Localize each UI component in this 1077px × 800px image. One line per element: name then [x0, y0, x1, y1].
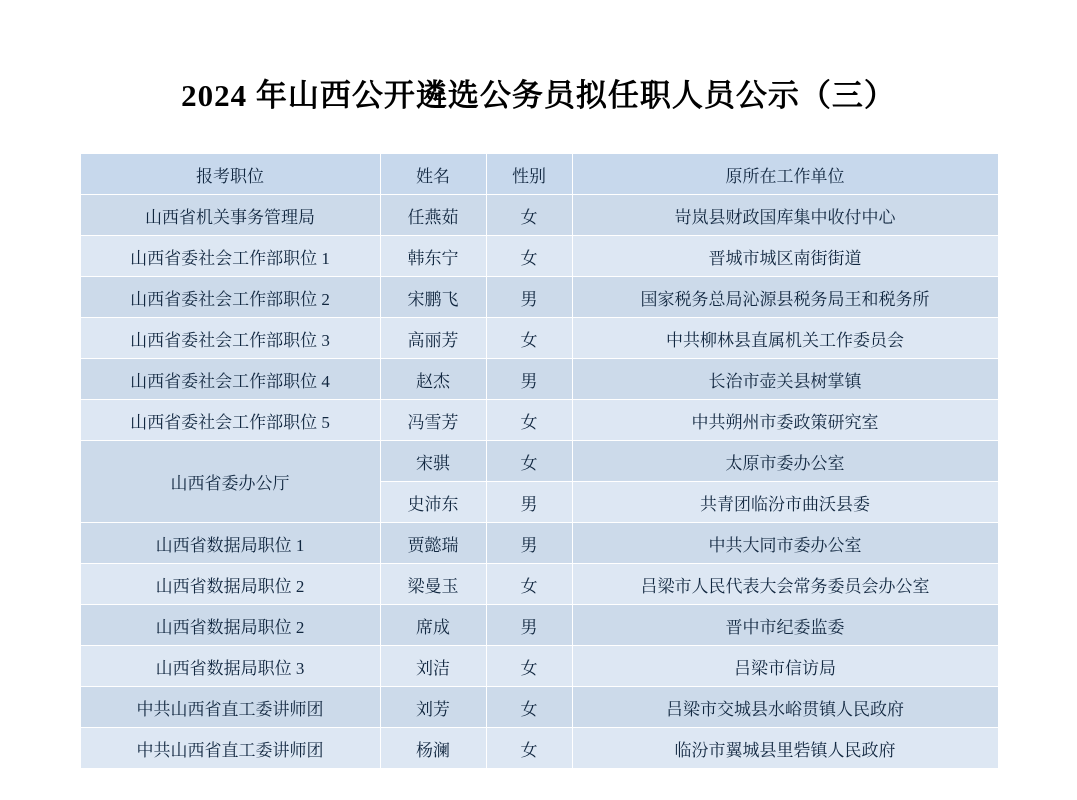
- cell-position: 山西省数据局职位 2: [80, 564, 380, 605]
- column-header-name: 姓名: [380, 154, 486, 195]
- cell-gender: 女: [486, 195, 572, 236]
- cell-unit: 吕梁市人民代表大会常务委员会办公室: [572, 564, 998, 605]
- cell-unit: 中共朔州市委政策研究室: [572, 400, 998, 441]
- table-header-row: [80, 154, 998, 195]
- cell-gender: 女: [486, 564, 572, 605]
- cell-position: 山西省委社会工作部职位 4: [80, 359, 380, 400]
- cell-position: 山西省委社会工作部职位 5: [80, 400, 380, 441]
- cell-position: 山西省委办公厅: [80, 441, 380, 523]
- cell-gender: 男: [486, 359, 572, 400]
- table-row: [80, 687, 998, 728]
- cell-gender: 女: [486, 318, 572, 359]
- cell-gender: 女: [486, 441, 572, 482]
- cell-unit: 吕梁市交城县水峪贯镇人民政府: [572, 687, 998, 728]
- table-header: [80, 154, 998, 195]
- cell-unit: 太原市委办公室: [572, 441, 998, 482]
- cell-unit: 共青团临汾市曲沃县委: [572, 482, 998, 523]
- column-header-position: 报考职位: [80, 154, 380, 195]
- table-row: [80, 277, 998, 318]
- table-row: [80, 523, 998, 564]
- cell-unit: 中共大同市委办公室: [572, 523, 998, 564]
- cell-name: 冯雪芳: [380, 400, 486, 441]
- cell-name: 席成: [380, 605, 486, 646]
- cell-gender: 男: [486, 605, 572, 646]
- table-row: [80, 359, 998, 400]
- cell-position: 山西省委社会工作部职位 1: [80, 236, 380, 277]
- cell-position: 中共山西省直工委讲师团: [80, 687, 380, 728]
- cell-gender: 男: [486, 277, 572, 318]
- cell-unit: 晋城市城区南街街道: [572, 236, 998, 277]
- cell-unit: 长治市壶关县树掌镇: [572, 359, 998, 400]
- cell-position: 山西省数据局职位 3: [80, 646, 380, 687]
- cell-unit: 岢岚县财政国库集中收付中心: [572, 195, 998, 236]
- cell-gender: 男: [486, 523, 572, 564]
- cell-name: 任燕茹: [380, 195, 486, 236]
- cell-unit: 国家税务总局沁源县税务局王和税务所: [572, 277, 998, 318]
- cell-unit: 中共柳林县直属机关工作委员会: [572, 318, 998, 359]
- table-row: [80, 400, 998, 441]
- cell-gender: 男: [486, 482, 572, 523]
- cell-position: 山西省数据局职位 2: [80, 605, 380, 646]
- cell-unit: 临汾市翼城县里砦镇人民政府: [572, 728, 998, 769]
- cell-name: 赵杰: [380, 359, 486, 400]
- cell-name: 刘芳: [380, 687, 486, 728]
- table-row: [80, 195, 998, 236]
- cell-unit: 吕梁市信访局: [572, 646, 998, 687]
- cell-position: 山西省委社会工作部职位 3: [80, 318, 380, 359]
- cell-name: 宋鹏飞: [380, 277, 486, 318]
- table-row: [80, 728, 998, 769]
- cell-name: 梁曼玉: [380, 564, 486, 605]
- cell-unit: 晋中市纪委监委: [572, 605, 998, 646]
- cell-gender: 女: [486, 728, 572, 769]
- cell-position: 中共山西省直工委讲师团: [80, 728, 380, 769]
- table-row: [80, 646, 998, 687]
- table-row: [80, 605, 998, 646]
- cell-name: 贾懿瑞: [380, 523, 486, 564]
- table-row: [80, 564, 998, 605]
- table-row: [80, 441, 998, 482]
- cell-gender: 女: [486, 687, 572, 728]
- cell-name: 刘洁: [380, 646, 486, 687]
- roster-table-container: [80, 153, 998, 769]
- cell-gender: 女: [486, 236, 572, 277]
- cell-name: 韩东宁: [380, 236, 486, 277]
- cell-gender: 女: [486, 646, 572, 687]
- roster-table: [80, 153, 999, 769]
- cell-position: 山西省委社会工作部职位 2: [80, 277, 380, 318]
- cell-name: 宋骐: [380, 441, 486, 482]
- column-header-unit: 原所在工作单位: [572, 154, 998, 195]
- cell-gender: 女: [486, 400, 572, 441]
- column-header-gender: 性别: [486, 154, 572, 195]
- cell-name: 史沛东: [380, 482, 486, 523]
- cell-name: 杨澜: [380, 728, 486, 769]
- cell-position: 山西省数据局职位 1: [80, 523, 380, 564]
- cell-position: 山西省机关事务管理局: [80, 195, 380, 236]
- cell-name: 高丽芳: [380, 318, 486, 359]
- table-body: [80, 195, 998, 769]
- page-title: 2024 年山西公开遴选公务员拟任职人员公示（三）: [181, 78, 896, 113]
- table-row: [80, 318, 998, 359]
- table-row: [80, 236, 998, 277]
